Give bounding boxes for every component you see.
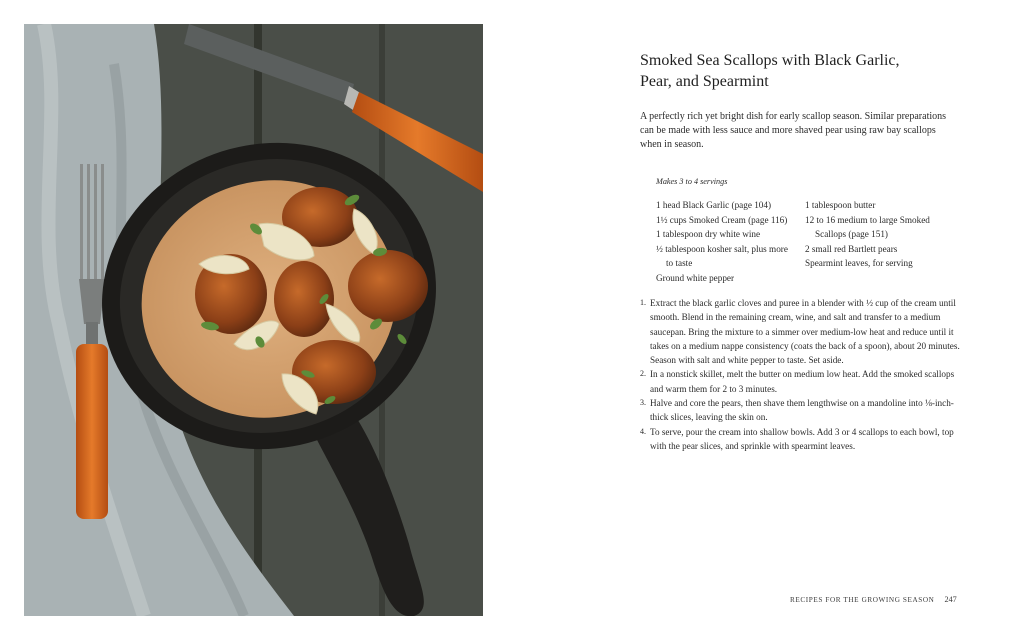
recipe-title bbox=[640, 50, 970, 92]
scallop bbox=[348, 250, 428, 322]
recipe-title-line-1: Smoked Sea Scallops with Black Garlic, bbox=[640, 52, 900, 69]
ingredients-left bbox=[656, 198, 788, 285]
page-footer bbox=[790, 595, 957, 604]
ingredient: 1½ cups Smoked Cream (page 116) bbox=[656, 214, 788, 225]
ingredient: 1 tablespoon dry white wine bbox=[656, 229, 761, 239]
dish-photo-illustration bbox=[24, 24, 483, 616]
recipe-title-line-2: Pear, and Spearmint bbox=[640, 73, 769, 90]
recipe-step: 4. To serve, pour the cream into shallow bowls. Add 3 or 4 scallops to each bowl, top with the pear slices, and sprinkle with spearmint leaves. bbox=[640, 426, 954, 451]
page-number: 247 bbox=[944, 595, 957, 604]
recipe-step: 3. Halve and core the pears, then shave them lengthwise on a mandoline into ⅛-inch-thick slices, leaving the skin on. bbox=[640, 398, 954, 423]
ingredients-right bbox=[805, 198, 930, 271]
recipe-step: 2. In a nonstick skillet, melt the butter on medium low heat. Add the smoked scallops and warm them for 2 to 3 minutes. bbox=[640, 369, 955, 394]
ingredient: 1 tablespoon butter bbox=[805, 200, 876, 210]
ingredient: 1 head Black Garlic (page 104) bbox=[656, 200, 772, 210]
ingredient: 2 small red Bartlett pears bbox=[805, 243, 898, 254]
running-footer-section: RECIPES FOR THE GROWING SEASON bbox=[790, 596, 935, 604]
recipe-step: 1. Extract the black garlic cloves and puree in a blender with ½ cup of the cream until smooth. Blend in the remaining cream, wine, and salt and transfer to a medium saucepan. Bring the mixture to a simmer over medium-low heat and reduce until it takes on a medium nappe consistency (coats the back of a spoon), about 20 minutes. Season with salt and white pepper to taste. Set aside. bbox=[640, 298, 960, 366]
recipe-steps bbox=[640, 296, 965, 453]
recipe-intro: A perfectly rich yet bright dish for early scallop season. Similar preparations can be made with less sauce and more shaved pear using raw bay scallops when in season. bbox=[640, 111, 947, 150]
ingredient: 12 to 16 medium to large Smoked Scallops (page 151) bbox=[805, 214, 930, 239]
recipe-page bbox=[640, 50, 970, 451]
ingredient: Ground white pepper bbox=[656, 272, 735, 283]
dish-photo bbox=[24, 24, 483, 616]
ingredient: Spearmint leaves, for serving bbox=[805, 258, 913, 268]
ingredient: ½ tablespoon kosher salt, plus more to taste bbox=[656, 243, 788, 268]
recipe-yield: Makes 3 to 4 servings bbox=[656, 177, 728, 186]
